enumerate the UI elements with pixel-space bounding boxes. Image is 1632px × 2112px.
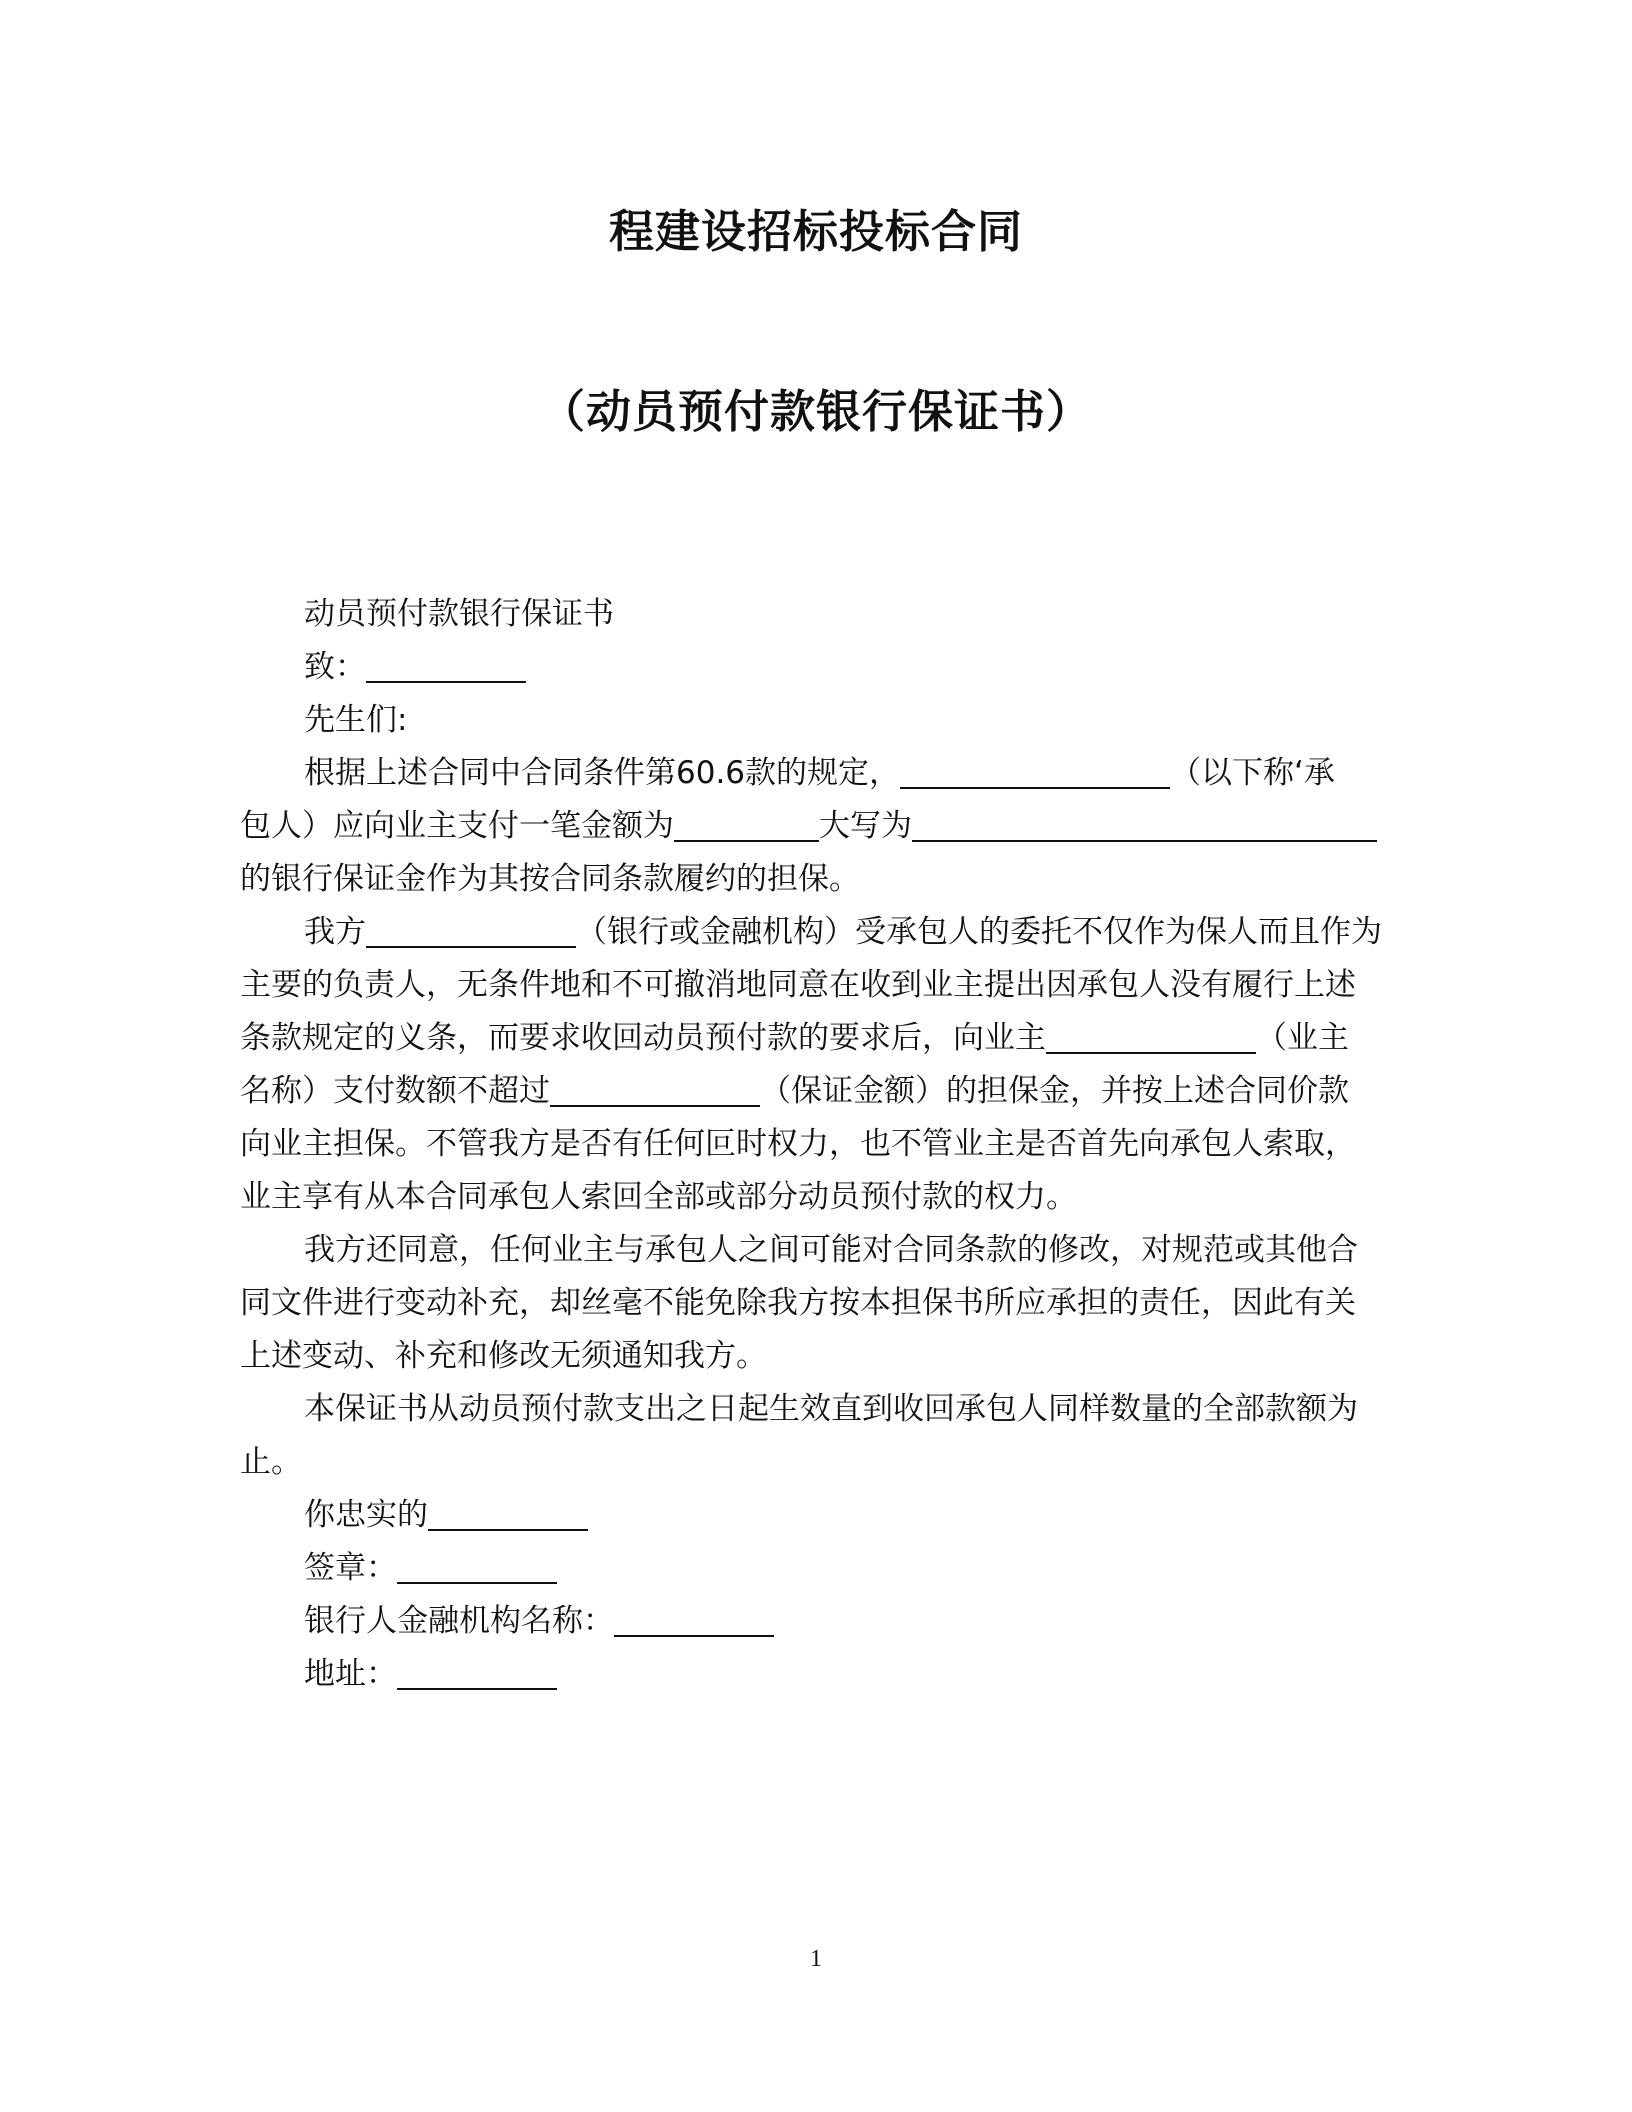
sign-yours-blank[interactable] (428, 1493, 588, 1531)
paragraph-2-line-5: 向业主担保。不管我方是否有任何叵时权力，也不管业主是否首先向承包人索取， (240, 1126, 1356, 1162)
p1-text-c: 包人）应向业主支付一笔金额为 (240, 808, 674, 844)
sign-address-blank[interactable] (397, 1652, 557, 1690)
paragraph-2-line-3 (240, 1012, 1390, 1065)
sign-yours-line (240, 1489, 1390, 1542)
document-body (240, 588, 1390, 1701)
document-subtitle: （动员预付款银行保证书） (539, 385, 1092, 438)
paragraph-2-line-4 (240, 1065, 1390, 1118)
sign-seal-label: 签章： (304, 1550, 397, 1586)
paragraph-3-line-3: 上述变动、补充和修改无须通知我方。 (240, 1338, 767, 1374)
amount-in-words-blank[interactable] (912, 804, 1377, 842)
p1-text-a: 根据上述合同中合同条件第60.6款的规定， (304, 755, 901, 791)
page-number: 1 (810, 1946, 822, 1972)
p1-text-d: 大写为 (819, 808, 912, 844)
paragraph-1-line-3: 的银行保证金作为其按合同条款履约的担保。 (240, 861, 860, 897)
sign-bank-blank[interactable] (614, 1599, 774, 1637)
p2-text-f: 名称）支付数额不超过 (240, 1073, 550, 1109)
p2-text-a: 我方 (304, 914, 366, 950)
document-title: 程建设招标投标合同 (608, 205, 1023, 258)
paragraph-4-line-1: 本保证书从动员预付款支出之日起生效直到收回承包人同样数量的全部款额为 (304, 1391, 1358, 1427)
paragraph-4-line-2: 止。 (240, 1444, 302, 1480)
to-label: 致： (304, 649, 366, 685)
p2-text-g: （保证金额）的担保金，并按上述合同价款 (760, 1073, 1349, 1109)
p1-text-b: （以下称‘承 (1170, 755, 1335, 791)
sign-bank-label: 银行人金融机构名称： (304, 1603, 614, 1639)
guarantee-amount-blank[interactable] (550, 1069, 760, 1107)
p2-text-b: （银行或金融机构）受承包人的委托不仅作为保人而且作为 (576, 914, 1382, 950)
p2-text-e: （业主 (1256, 1020, 1349, 1056)
to-line (240, 641, 1390, 694)
amount-blank[interactable] (674, 804, 819, 842)
bank-blank[interactable] (366, 910, 576, 948)
sign-seal-line (240, 1542, 1390, 1595)
paragraph-3-line-1: 我方还同意，任何业主与承包人之间可能对合同条款的修改，对规范或其他合 (304, 1232, 1358, 1268)
sign-seal-blank[interactable] (397, 1546, 557, 1584)
sign-bank-line (240, 1595, 1390, 1648)
sign-address-label: 地址： (304, 1656, 397, 1692)
paragraph-1-line-1 (240, 747, 1390, 800)
to-blank[interactable] (366, 645, 526, 683)
paragraph-2-line-6: 业主享有从本合同承包人索回全部或部分动员预付款的权力。 (240, 1179, 1077, 1215)
salutation: 先生们: (304, 702, 408, 738)
owner-blank[interactable] (1046, 1016, 1256, 1054)
paragraph-1-line-2 (240, 800, 1390, 853)
p2-text-d: 条款规定的义条，而要求收回动员预付款的要求后，向业主 (240, 1020, 1046, 1056)
paragraph-2-line-1 (240, 906, 1390, 959)
paragraph-2-line-2: 主要的负责人，无条件地和不可撤消地同意在收到业主提出因承包人没有履行上述 (240, 967, 1356, 1003)
sign-address-line (240, 1648, 1390, 1701)
sign-yours-label: 你忠实的 (304, 1497, 428, 1533)
contractor-blank[interactable] (900, 751, 1170, 789)
paragraph-3-line-2: 同文件进行变动补充，却丝毫不能免除我方按本担保书所应承担的责任，因此有关 (240, 1285, 1356, 1321)
body-heading: 动员预付款银行保证书 (304, 596, 614, 632)
